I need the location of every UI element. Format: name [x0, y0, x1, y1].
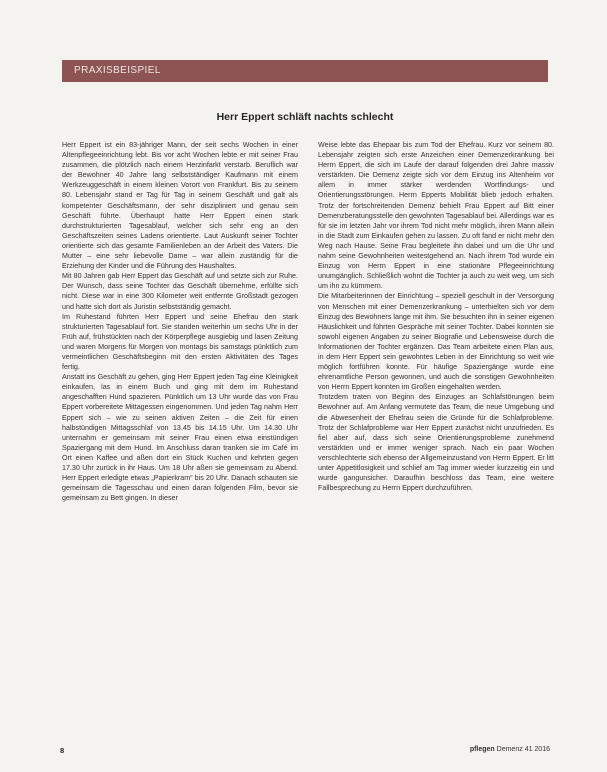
- paragraph: Weise lebte das Ehepaar bis zum Tod der Ehefrau. Kurz vor seinem 80. Lebensjahr zeigten sich erste Anzeichen einer Demenzerkrankung bei Herrn Eppert, die sich im Laufe der darauf folgenden drei Jahre massiv verstärkten. Die Demenz zeigte sich vor dem Einzug ins Altenheim vor allem in immer stärker werdenden Wortfindungs- und Orientierungsstörungen. Herrn Epperts Mobilität blieb jedoch erhalten. Trotz der fortschreitenden Demenz behielt Frau Eppert auf Bitt einer Demenzberatungsstelle den gewohnten Tagesablauf bei. Allerdings war es für sie im letzten Jahr vor ihrem Tod nicht mehr möglich, ihren Mann allein in die Stadt zum Einkaufen gehen zu lassen. Zu oft fand er nicht mehr den Weg nach Hause. Seine Frau begleitete ihn dabei und um die Uhr und nahm seine Gewohnheiten weitestgehend an. Nach ihrem Tod wurde ein Einzug von Herrn Eppert in eine stationäre Pflegeeinrichtung unumgänglich. Schließlich wohnt die Tochter ja auch zu weit weg, um sich um ihn zu kümmern.: [318, 141, 554, 291]
- paragraph: Herr Eppert ist ein 83-jähriger Mann, der seit sechs Wochen in einer Altenpflegeeinrichtung lebt. Bis vor acht Wochen lebte er mit seiner Frau zusammen, die plötzlich nach einem Herzinfarkt verstarb. Beruflich war der Bewohner 40 Jahre lang selbstständiger Kaufmann mit einem Werkzeuggeschäft in einem kleinen Vorort von Frankfurt. Bis zu seinem 80. Lebensjahr stand er Tag für Tag in seinem Geschäft und galt als kompetenter Geschäftsmann, der sehr diszipliniert und genau sein Geschäft führte. Überhaupt hatte Herr Eppert einen stark durchstrukturierten Tagesablauf, welcher sich sehr eng an den Geschäftszeiten seines Ladens orientierte. Laut Auskunft seiner Tochter orientierte sich das gesamte Familienleben an der Arbeit des Vaters. Die Mutter – eine sehr liebevolle Dame – war allein zuständig für die Erziehung der Kinder und die Führung des Haushaltes.: [62, 141, 298, 271]
- journal-footer: [470, 746, 550, 753]
- paragraph: Anstatt ins Geschäft zu gehen, ging Herr Eppert jeden Tag eine Kleinigkeit einkaufen, las in einem Buch und ging mit dem im Ruhestand angeschafften Hund spazieren. Pünktlich um 13 Uhr wurde das von Frau Eppert vorbereitete Mittagessen eingenommen. Und jeden Tag nahm Herr Eppert sich – wie zu seinen aktiven Zeiten – die Zeit für einen halbstündigen Mittagsschlaf von 13.45 bis 14.15 Uhr. Um 14.30 Uhr unternahm er gemeinsam mit seiner Frau einen etwa einstündigen Spaziergang mit dem Hund. Im Anschluss daran tranken sie im Café im Ort einen Kaffee und aßen dort ein Stück Kuchen und kehrten gegen 17.30 Uhr zurück in ihr Haus. Um 18 Uhr aßen sie gemeinsam zu Abend. Herr Eppert erledigte etwas „Papierkram“ bis 20 Uhr. Danach schauten sie gemeinsam die Tagesschau und einen daran folgenden Film, bevor sie gemeinsam zu Bett gingen. In dieser: [62, 373, 298, 503]
- journal-name: pflegen: [469, 746, 495, 753]
- left-column: [62, 140, 298, 503]
- page-number: 8: [60, 746, 65, 755]
- paragraph: Trotzdem traten von Beginn des Einzuges an Schlafstörungen beim Bewohner auf. Am Anfang vermutete das Team, die neue Umgebung und die Abwesenheit der Ehefrau seien die Gründe für die Schlafprobleme. Trotz der Schlafprobleme war Herr Eppert zunächst nicht unzufrieden. Es fiel aber auf, dass sich seine Orientierungsprobleme zunehmend verstärkten und er immer weniger sprach. Nach ein paar Wochen verschlechterte sich ebenso der Allgemeinzustand von Herrn Eppert. Er litt unter Appetitlosigkeit und schlief am Tag immer wieder kurzzeitig ein und wurde gangunsicher. Daraufhin beschloss das Team, eine weitere Fallbesprechung zu Herrn Eppert durchzuführen.: [318, 393, 554, 493]
- section-banner: PRAXISBEISPIEL: [62, 60, 548, 82]
- article-title: Herr Eppert schläft nachts schlecht: [216, 111, 394, 123]
- paragraph: Mit 80 Jahren gab Herr Eppert das Geschäft auf und setzte sich zur Ruhe. Der Wunsch, dass seine Tochter das Geschäft übernehme, erfüllte sich nicht. Diese war in eine 300 Kilometer weit entfernte Großstadt gezogen und hatte sich dort als Juristin selbstständig gemacht.: [62, 272, 298, 311]
- journal-issue: 41 2016: [524, 746, 550, 753]
- journal-suffix: Demenz: [496, 746, 523, 753]
- paragraph: Im Ruhestand führten Herr Eppert und seine Ehefrau den stark strukturierten Tagesablauf fort. Sie standen weiterhin um sechs Uhr in der Früh auf, frühstückten nach der Körperpflege ausgiebig und lasen Zeitung und waren Morgens für Morgen von montags bis samstags pünktlich zum vermeintlichen Geschäftsbeginn mit den ersten Aktivitäten des Tages fertig.: [62, 312, 298, 372]
- right-column: [318, 140, 554, 493]
- paragraph: Die Mitarbeiterinnen der Einrichtung – speziell geschult in der Versorgung von Menschen mit einer Demenzerkrankung – unterhielten sich vor dem Einzug des Bewohners lange mit ihm. Sie besuchten ihn in seiner eigenen Häuslichkeit und führten Gespräche mit seiner Tochter. Dabei konnten sie sowohl eigenen Angaben zu seiner Biografie und Lebensweise durch die Informationen der Tochter ergänzen. Das Team arbeitete einen Plan aus, in dem Herr Eppert sein gewohntes Leben in der Einrichtung so weit wie möglich fortführen konnte. Für häufige Spaziergänge wurde eine ehrenamtliche Person gewonnen, und auch die sonstigen Gewohnheiten von Herrn Eppert konnten im Großen eingehalten werden.: [318, 292, 554, 392]
